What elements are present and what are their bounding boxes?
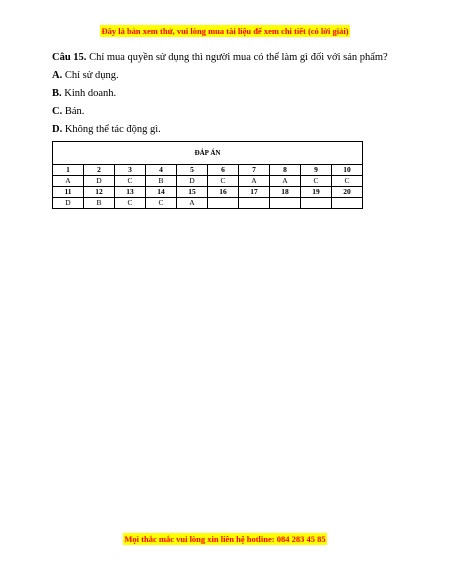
question-number-cell: 9 bbox=[301, 165, 332, 176]
question-number-cell: 8 bbox=[270, 165, 301, 176]
answer-row-answers-1 bbox=[53, 176, 363, 187]
answer-table-title: ĐÁP ÁN bbox=[53, 142, 363, 165]
answer-cell: A bbox=[53, 176, 84, 187]
answer-cell bbox=[208, 198, 239, 209]
question-number-cell: 12 bbox=[84, 187, 115, 198]
question-number-cell: 13 bbox=[115, 187, 146, 198]
answer-cell: A bbox=[270, 176, 301, 187]
question-number-cell: 5 bbox=[177, 165, 208, 176]
answer-cell: D bbox=[177, 176, 208, 187]
answer-cell bbox=[239, 198, 270, 209]
option-d bbox=[52, 123, 402, 137]
question-number-cell: 17 bbox=[239, 187, 270, 198]
answer-cell: B bbox=[146, 176, 177, 187]
option-c-text: Bán. bbox=[62, 106, 85, 117]
question-block bbox=[52, 51, 402, 141]
option-d-text: Không thể tác động gì. bbox=[62, 124, 161, 135]
hotline-text: Mọi thắc mắc vui lòng xin liên hệ hotline: 084 283 45 85 bbox=[124, 534, 326, 544]
hotline-banner bbox=[0, 535, 450, 544]
answer-cell: C bbox=[332, 176, 363, 187]
option-b-text: Kinh doanh. bbox=[61, 88, 117, 99]
answer-table bbox=[52, 141, 363, 209]
answer-cell: C bbox=[115, 198, 146, 209]
answer-cell: D bbox=[53, 198, 84, 209]
option-c-letter: C. bbox=[52, 106, 63, 117]
answer-cell: C bbox=[208, 176, 239, 187]
answer-cell bbox=[270, 198, 301, 209]
question-number-cell: 16 bbox=[208, 187, 239, 198]
question-number-cell: 10 bbox=[332, 165, 363, 176]
preview-notice-banner bbox=[0, 27, 450, 36]
question-number-cell: 15 bbox=[177, 187, 208, 198]
option-a-letter: A. bbox=[52, 70, 63, 81]
question-number-cell: 7 bbox=[239, 165, 270, 176]
answer-cell bbox=[301, 198, 332, 209]
answer-row-numbers-1 bbox=[53, 165, 363, 176]
question-number-cell: 11 bbox=[53, 187, 84, 198]
question-number-cell: 20 bbox=[332, 187, 363, 198]
question-number-cell: 18 bbox=[270, 187, 301, 198]
question bbox=[52, 51, 402, 65]
answer-row-numbers-2 bbox=[53, 187, 363, 198]
answer-cell: D bbox=[84, 176, 115, 187]
option-a-text: Chỉ sử dụng. bbox=[62, 70, 119, 81]
question-number-cell: 2 bbox=[84, 165, 115, 176]
answer-cell: C bbox=[115, 176, 146, 187]
option-b bbox=[52, 87, 402, 101]
question-number-cell: 1 bbox=[53, 165, 84, 176]
option-b-letter: B. bbox=[52, 88, 62, 99]
preview-notice-text: Đây là bản xem thử, vui lòng mua tài liệu để xem chi tiết (có lời giải) bbox=[101, 26, 349, 36]
answer-cell: A bbox=[177, 198, 208, 209]
option-d-letter: D. bbox=[52, 124, 63, 135]
answer-cell bbox=[332, 198, 363, 209]
question-label: Câu 15. bbox=[52, 52, 87, 63]
question-number-cell: 6 bbox=[208, 165, 239, 176]
option-a bbox=[52, 69, 402, 83]
question-text: Chỉ mua quyền sử dụng thì người mua có thể làm gì đối với sản phẩm? bbox=[86, 52, 388, 63]
question-number-cell: 19 bbox=[301, 187, 332, 198]
question-number-cell: 3 bbox=[115, 165, 146, 176]
answer-cell: A bbox=[239, 176, 270, 187]
option-c bbox=[52, 105, 402, 119]
question-number-cell: 4 bbox=[146, 165, 177, 176]
answer-cell: C bbox=[301, 176, 332, 187]
answer-row-answers-2 bbox=[53, 198, 363, 209]
question-number-cell: 14 bbox=[146, 187, 177, 198]
answer-cell: C bbox=[146, 198, 177, 209]
answer-cell: B bbox=[84, 198, 115, 209]
